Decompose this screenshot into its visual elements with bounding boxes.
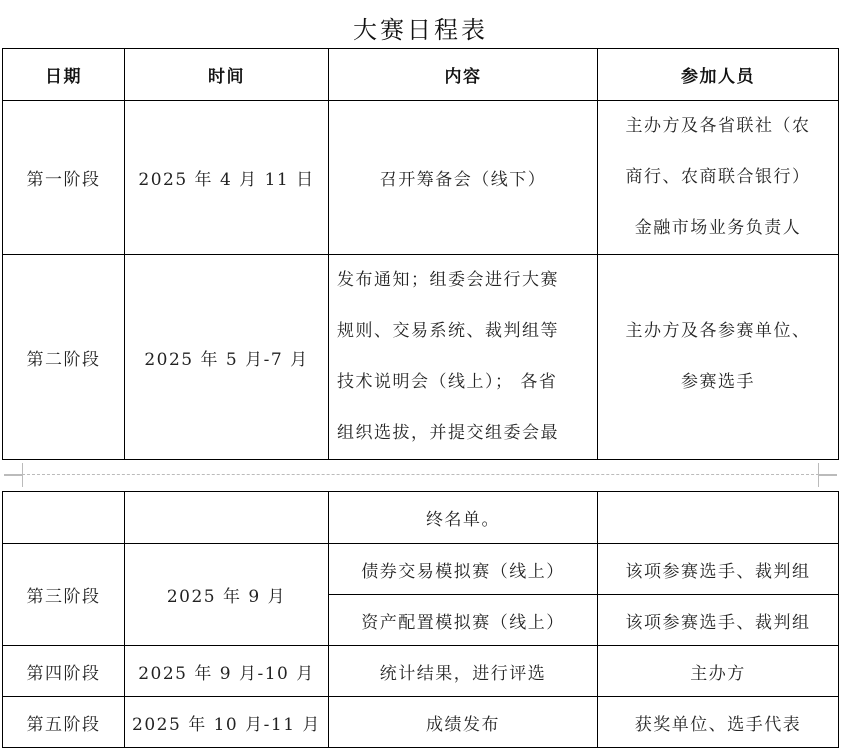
table-row-stage2 [3, 255, 839, 460]
stage2-content [329, 255, 598, 460]
table-row-stage5 [3, 697, 839, 748]
crop-mark [818, 474, 837, 487]
stage2-content-line: 组织选拔，并提交组委会最 [337, 423, 559, 443]
stage3-time: 2025 年 9 月 [125, 544, 329, 646]
stage2-cont-participants [598, 492, 839, 544]
header-time: 时间 [125, 49, 329, 101]
stage4-time: 2025 年 9 月-10 月 [125, 646, 329, 697]
stage2-participants-line: 主办方及各参赛单位、 [625, 321, 811, 341]
stage4-participants: 主办方 [598, 646, 839, 697]
stage1-phase: 第一阶段 [3, 101, 125, 255]
stage4-phase: 第四阶段 [3, 646, 125, 697]
stage5-time: 2025 年 10 月-11 月 [125, 697, 329, 748]
stage1-participants-line: 主办方及各省联社（农 [625, 116, 811, 136]
stage2-content-line: 规则、交易系统、裁判组等 [337, 321, 559, 341]
stage1-participants-line: 商行、农商联合银行） [625, 167, 811, 187]
stage2-phase: 第二阶段 [3, 255, 125, 460]
stage3-content-asset: 资产配置模拟赛（线上） [329, 595, 598, 646]
stage5-phase: 第五阶段 [3, 697, 125, 748]
stage3-participants-asset: 该项参赛选手、裁判组 [598, 595, 839, 646]
stage2-participants-line: 参赛选手 [681, 372, 755, 392]
stage5-participants: 获奖单位、选手代表 [598, 697, 839, 748]
page-title: 大赛日程表 [353, 16, 488, 44]
stage1-content: 召开筹备会（线下） [329, 101, 598, 255]
stage3-phase: 第三阶段 [3, 544, 125, 646]
table-row-stage1 [3, 101, 839, 255]
stage2-participants [598, 255, 839, 460]
stage3-content-bond: 债券交易模拟赛（线上） [329, 544, 598, 595]
stage2-content-line: 技术说明会（线上）； 各省 [337, 372, 558, 392]
header-participants: 参加人员 [598, 49, 839, 101]
stage1-time: 2025 年 4 月 11 日 [125, 101, 329, 255]
stage2-cont-content: 终名单。 [329, 492, 598, 544]
stage2-cont-time [125, 492, 329, 544]
page-break-divider [0, 463, 841, 485]
schedule-table-part-1 [2, 48, 839, 460]
table-row-stage4 [3, 646, 839, 697]
table-row-stage2-continued [3, 492, 839, 544]
stage2-cont-phase [3, 492, 125, 544]
header-date: 日期 [3, 49, 125, 101]
page-break-line [22, 474, 819, 475]
schedule-table-part-2 [2, 491, 839, 748]
stage2-time: 2025 年 5 月-7 月 [125, 255, 329, 460]
stage1-participants [598, 101, 839, 255]
stage5-content: 成绩发布 [329, 697, 598, 748]
table-row-stage3-a [3, 544, 839, 595]
stage3-participants-bond: 该项参赛选手、裁判组 [598, 544, 839, 595]
header-content: 内容 [329, 49, 598, 101]
stage4-content: 统计结果，进行评选 [329, 646, 598, 697]
stage1-participants-line: 金融市场业务负责人 [634, 218, 802, 238]
header-row [3, 49, 839, 101]
crop-mark [4, 474, 23, 487]
stage2-content-line: 发布通知；组委会进行大赛 [337, 270, 559, 290]
